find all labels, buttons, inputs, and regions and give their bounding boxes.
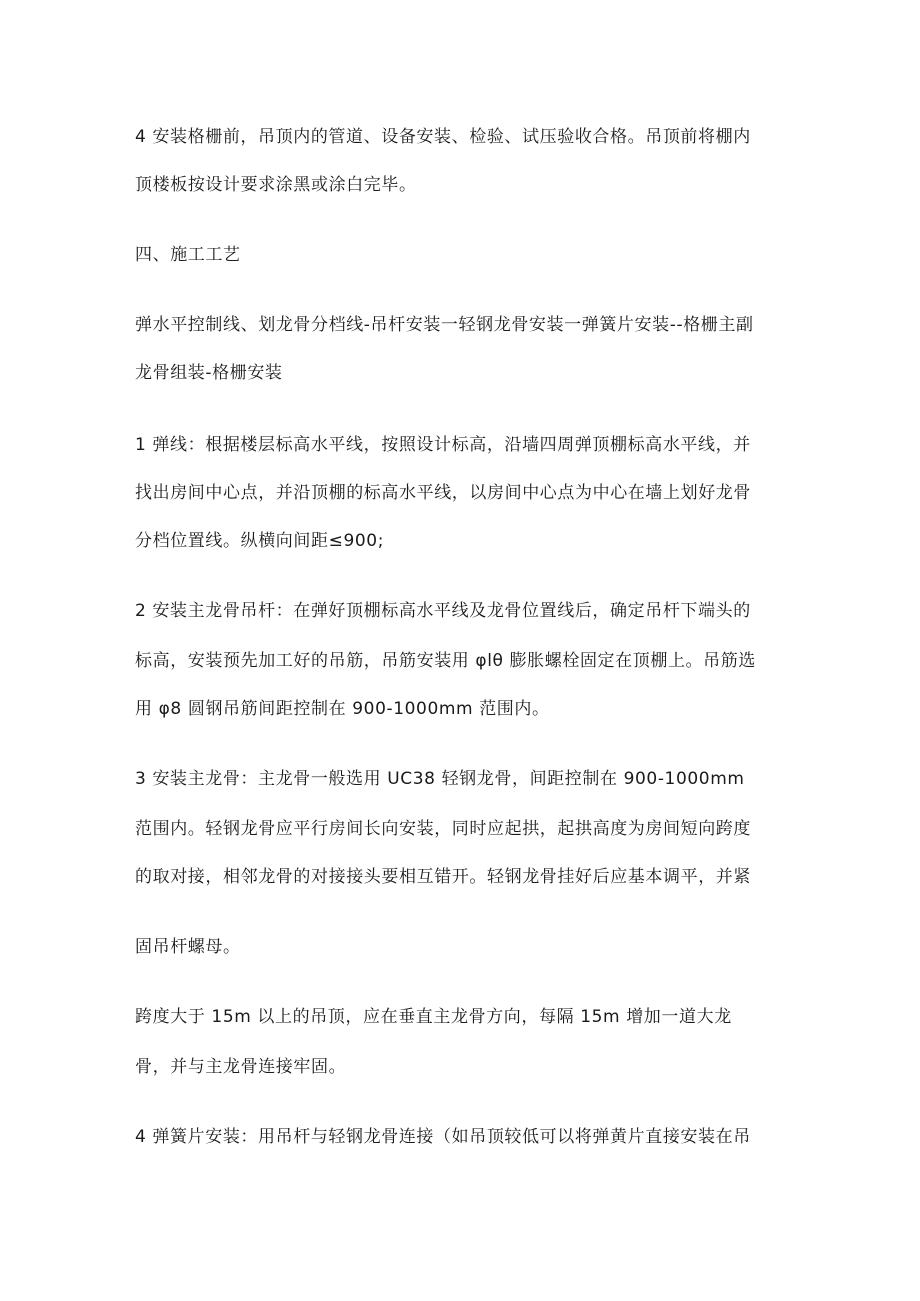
paragraph-3-line-1: 弹水平控制线、划龙骨分档线-吊杆安装一轻钢龙骨安装一弹簧片安装--格栅主副	[135, 315, 754, 335]
paragraph-5-line-3: 用 φ8 圆钢吊筋间距控制在 900-1000mm 范围内。	[135, 699, 550, 719]
paragraph-4-line-3: 分档位置线。纵横向间距≤900;	[135, 531, 385, 551]
paragraph-1-line-2: 顶楼板按设计要求涂黑或涂白完毕。	[135, 175, 417, 195]
paragraph-1-line-1: 4 安装格栅前，吊顶内的管道、设备安装、检验、试压验收合格。吊顶前将棚内	[135, 127, 751, 147]
paragraph-4-line-2: 找出房间中心点，并沿顶棚的标高水平线，以房间中心点为中心在墙上划好龙骨	[135, 483, 751, 503]
paragraph-6-line-3: 的取对接，相邻龙骨的对接接头要相互错开。轻钢龙骨挂好后应基本调平，并紧	[135, 867, 751, 887]
paragraph-7-line-1: 跨度大于 15m 以上的吊顶，应在垂直主龙骨方向，每隔 15m 增加一道大龙	[135, 1007, 732, 1027]
paragraph-5-line-1: 2 安装主龙骨吊杆：在弹好顶棚标高水平线及龙骨位置线后，确定吊杆下端头的	[135, 601, 751, 621]
paragraph-6-line-2: 范围内。轻钢龙骨应平行房间长向安装，同时应起拱，起拱高度为房间短向跨度	[135, 819, 751, 839]
section-heading: 四、施工工艺	[135, 245, 241, 265]
paragraph-7-line-2: 骨，并与主龙骨连接牢固。	[135, 1057, 347, 1077]
paragraph-5-line-2: 标高，安装预先加工好的吊筋，吊筋安装用 φlθ 膨胀螺栓固定在顶棚上。吊筋选	[135, 651, 756, 671]
paragraph-6-line-1: 3 安装主龙骨：主龙骨一般选用 UC38 轻钢龙骨，间距控制在 900-1000mm	[135, 769, 745, 789]
paragraph-4-line-1: 1 弹线：根据楼层标高水平线，按照设计标高，沿墙四周弹顶棚标高水平线，并	[135, 435, 751, 455]
paragraph-3-line-2: 龙骨组装-格栅安装	[135, 363, 283, 383]
paragraph-6-line-4: 固吊杆螺母。	[135, 937, 241, 957]
paragraph-8-line-1: 4 弹簧片安装：用吊杆与轻钢龙骨连接（如吊顶较低可以将弹黄片直接安装在吊	[135, 1127, 751, 1147]
